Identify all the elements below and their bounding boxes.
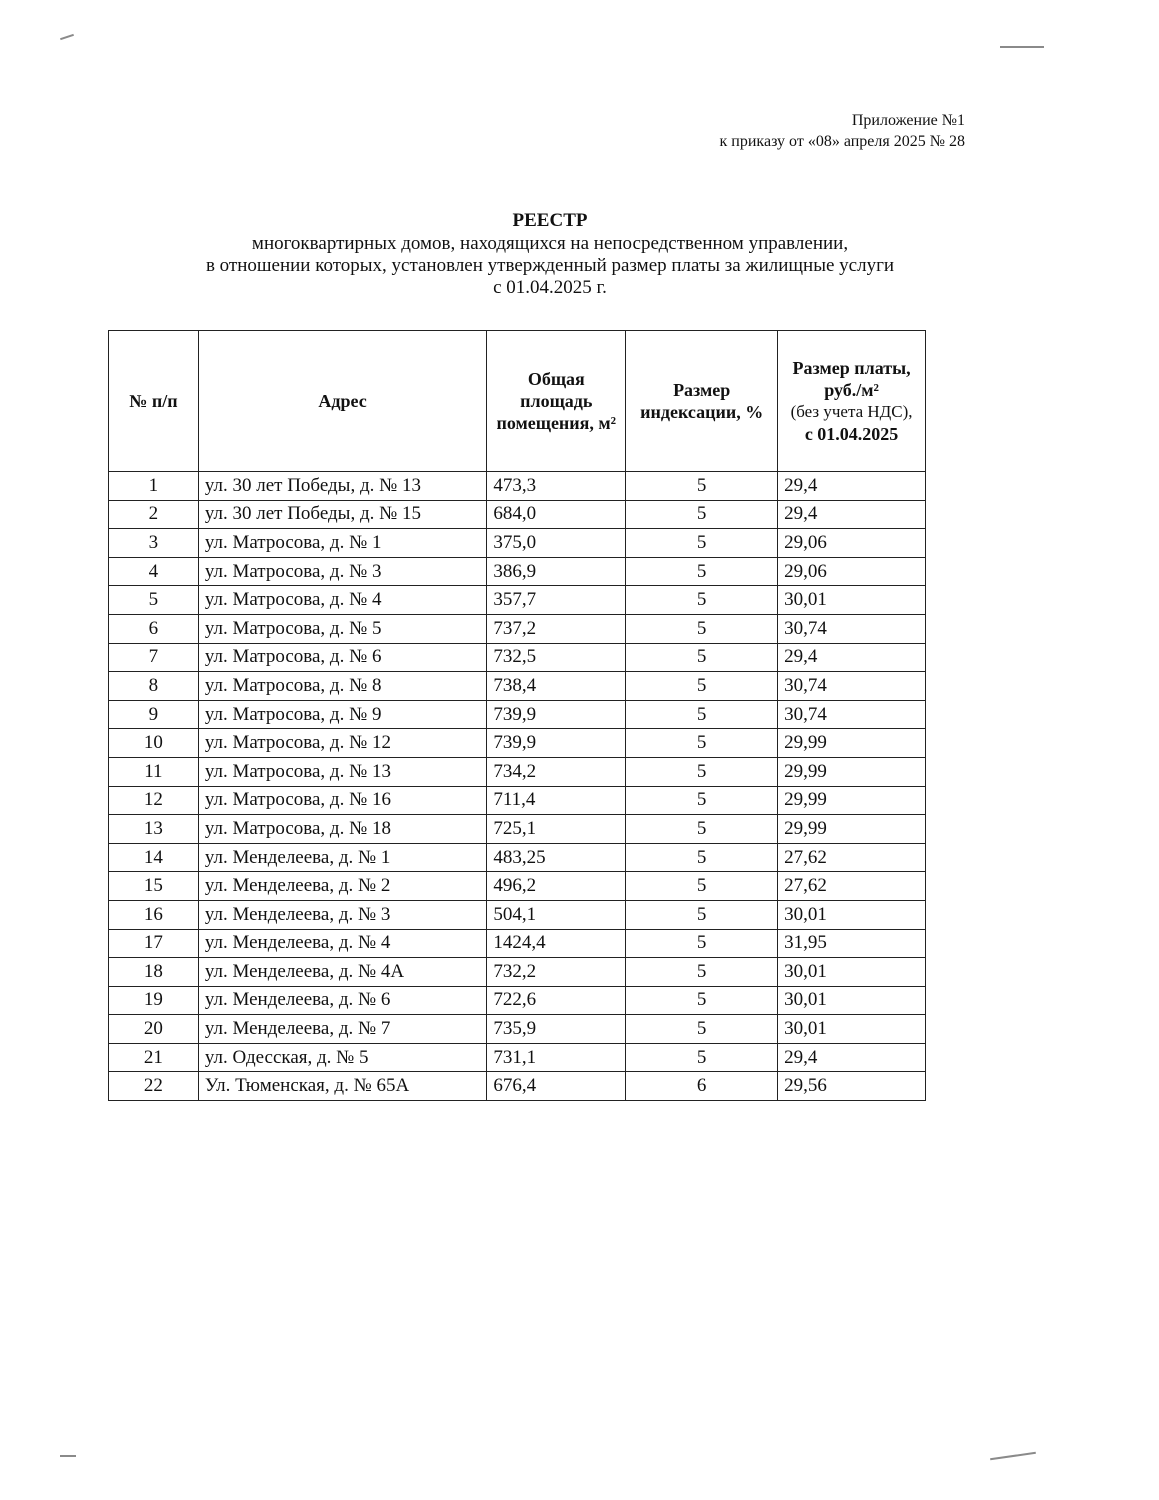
cell-rate: 30,01 [778, 586, 926, 615]
cell-index: 5 [626, 586, 778, 615]
cell-rate: 30,01 [778, 1015, 926, 1044]
heading-line-2: в отношении которых, установлен утвержденный размер платы за жилищные услуги [205, 255, 895, 276]
cell-index: 5 [626, 1015, 778, 1044]
cell-index: 5 [626, 815, 778, 844]
cell-address: ул. Менделеева, д. № 3 [198, 900, 487, 929]
cell-area: 386,9 [487, 557, 626, 586]
table-row [109, 500, 926, 529]
cell-index: 5 [626, 729, 778, 758]
cell-address: ул. Матросова, д. № 5 [198, 614, 487, 643]
table-row [109, 729, 926, 758]
cell-index: 5 [626, 529, 778, 558]
cell-num: 19 [109, 986, 199, 1015]
cell-rate: 29,99 [778, 757, 926, 786]
cell-index: 5 [626, 786, 778, 815]
cell-area: 738,4 [487, 672, 626, 701]
cell-num: 7 [109, 643, 199, 672]
table-row [109, 700, 926, 729]
header-rate-main: Размер платы, руб./м² [792, 358, 911, 400]
header-address: Адрес [198, 331, 487, 472]
cell-address: ул. Матросова, д. № 6 [198, 643, 487, 672]
cell-num: 4 [109, 557, 199, 586]
cell-num: 17 [109, 929, 199, 958]
cell-rate: 29,4 [778, 472, 926, 501]
cell-num: 21 [109, 1043, 199, 1072]
cell-rate: 30,01 [778, 900, 926, 929]
cell-index: 5 [626, 900, 778, 929]
cell-address: ул. Менделеева, д. № 2 [198, 872, 487, 901]
cell-num: 6 [109, 614, 199, 643]
cell-address: Ул. Тюменская, д. № 65А [198, 1072, 487, 1101]
cell-address: ул. Матросова, д. № 4 [198, 586, 487, 615]
cell-num: 14 [109, 843, 199, 872]
cell-address: ул. Матросова, д. № 3 [198, 557, 487, 586]
cell-num: 1 [109, 472, 199, 501]
cell-area: 735,9 [487, 1015, 626, 1044]
header-num: № п/п [109, 331, 199, 472]
table-row [109, 586, 926, 615]
cell-rate: 29,4 [778, 1043, 926, 1072]
cell-num: 10 [109, 729, 199, 758]
cell-address: ул. Менделеева, д. № 1 [198, 843, 487, 872]
cell-rate: 29,06 [778, 529, 926, 558]
document-heading [0, 208, 1100, 299]
cell-rate: 27,62 [778, 843, 926, 872]
cell-area: 357,7 [487, 586, 626, 615]
scan-mark [60, 34, 74, 40]
cell-area: 725,1 [487, 815, 626, 844]
cell-address: ул. Матросова, д. № 9 [198, 700, 487, 729]
cell-rate: 30,74 [778, 614, 926, 643]
cell-index: 6 [626, 1072, 778, 1101]
appendix-reference [720, 110, 965, 152]
cell-rate: 29,99 [778, 815, 926, 844]
header-rate-date: с 01.04.2025 [804, 424, 899, 444]
cell-rate: 29,06 [778, 557, 926, 586]
table-row [109, 843, 926, 872]
cell-area: 375,0 [487, 529, 626, 558]
table-row [109, 958, 926, 987]
cell-area: 732,2 [487, 958, 626, 987]
table-row [109, 929, 926, 958]
cell-area: 496,2 [487, 872, 626, 901]
cell-address: ул. Матросова, д. № 13 [198, 757, 487, 786]
cell-index: 5 [626, 557, 778, 586]
table-row [109, 672, 926, 701]
header-area: Общая площадь помещения, м² [487, 331, 626, 472]
cell-num: 5 [109, 586, 199, 615]
table-row [109, 472, 926, 501]
cell-address: ул. 30 лет Победы, д. № 15 [198, 500, 487, 529]
table-row [109, 557, 926, 586]
cell-num: 9 [109, 700, 199, 729]
cell-rate: 29,99 [778, 786, 926, 815]
cell-area: 684,0 [487, 500, 626, 529]
cell-index: 5 [626, 958, 778, 987]
table-row [109, 1072, 926, 1101]
cell-area: 739,9 [487, 700, 626, 729]
cell-num: 15 [109, 872, 199, 901]
cell-index: 5 [626, 643, 778, 672]
cell-index: 5 [626, 843, 778, 872]
cell-area: 732,5 [487, 643, 626, 672]
cell-area: 737,2 [487, 614, 626, 643]
table-header-row [109, 331, 926, 472]
cell-rate: 29,4 [778, 500, 926, 529]
cell-rate: 27,62 [778, 872, 926, 901]
cell-address: ул. Одесская, д. № 5 [198, 1043, 487, 1072]
cell-area: 739,9 [487, 729, 626, 758]
cell-area: 473,3 [487, 472, 626, 501]
scan-mark [990, 1452, 1036, 1460]
header-index: Размер индексации, % [626, 331, 778, 472]
cell-area: 504,1 [487, 900, 626, 929]
cell-rate: 30,74 [778, 672, 926, 701]
cell-index: 5 [626, 757, 778, 786]
cell-num: 8 [109, 672, 199, 701]
cell-num: 12 [109, 786, 199, 815]
cell-address: ул. Менделеева, д. № 4 [198, 929, 487, 958]
cell-index: 5 [626, 614, 778, 643]
cell-index: 5 [626, 1043, 778, 1072]
table-row [109, 900, 926, 929]
table-row [109, 529, 926, 558]
table-row [109, 614, 926, 643]
cell-index: 5 [626, 929, 778, 958]
cell-index: 5 [626, 700, 778, 729]
cell-index: 5 [626, 672, 778, 701]
table-row [109, 815, 926, 844]
header-rate [778, 331, 926, 472]
table-row [109, 1015, 926, 1044]
document-title: РЕЕСТР [512, 210, 588, 231]
table-row [109, 643, 926, 672]
cell-area: 722,6 [487, 986, 626, 1015]
cell-index: 5 [626, 872, 778, 901]
cell-area: 731,1 [487, 1043, 626, 1072]
cell-address: ул. Матросова, д. № 8 [198, 672, 487, 701]
cell-num: 11 [109, 757, 199, 786]
cell-area: 676,4 [487, 1072, 626, 1101]
cell-address: ул. Матросова, д. № 1 [198, 529, 487, 558]
cell-num: 3 [109, 529, 199, 558]
cell-area: 711,4 [487, 786, 626, 815]
cell-address: ул. 30 лет Победы, д. № 13 [198, 472, 487, 501]
cell-address: ул. Менделеева, д. № 6 [198, 986, 487, 1015]
cell-rate: 31,95 [778, 929, 926, 958]
heading-line-3: с 01.04.2025 г. [493, 277, 607, 298]
cell-address: ул. Матросова, д. № 18 [198, 815, 487, 844]
table-row [109, 1043, 926, 1072]
registry-table [108, 330, 926, 1101]
cell-area: 1424,4 [487, 929, 626, 958]
cell-num: 2 [109, 500, 199, 529]
order-reference: к приказу от «08» апреля 2025 № 28 [719, 133, 965, 150]
appendix-number: Приложение №1 [851, 112, 965, 129]
cell-index: 5 [626, 500, 778, 529]
table-row [109, 986, 926, 1015]
cell-address: ул. Менделеева, д. № 4А [198, 958, 487, 987]
heading-line-1: многоквартирных домов, находящихся на непосредственном управлении, [251, 233, 849, 254]
scan-mark [1000, 46, 1044, 48]
cell-num: 13 [109, 815, 199, 844]
scan-mark [60, 1455, 76, 1457]
cell-rate: 30,01 [778, 986, 926, 1015]
cell-rate: 29,99 [778, 729, 926, 758]
cell-address: ул. Матросова, д. № 12 [198, 729, 487, 758]
table-row [109, 757, 926, 786]
cell-index: 5 [626, 472, 778, 501]
cell-num: 18 [109, 958, 199, 987]
header-rate-note: (без учета НДС), [790, 402, 913, 421]
cell-address: ул. Матросова, д. № 16 [198, 786, 487, 815]
table-row [109, 872, 926, 901]
cell-area: 483,25 [487, 843, 626, 872]
cell-index: 5 [626, 986, 778, 1015]
cell-area: 734,2 [487, 757, 626, 786]
cell-rate: 30,74 [778, 700, 926, 729]
table-row [109, 786, 926, 815]
cell-num: 22 [109, 1072, 199, 1101]
cell-rate: 29,56 [778, 1072, 926, 1101]
cell-num: 16 [109, 900, 199, 929]
cell-rate: 29,4 [778, 643, 926, 672]
cell-address: ул. Менделеева, д. № 7 [198, 1015, 487, 1044]
cell-num: 20 [109, 1015, 199, 1044]
cell-rate: 30,01 [778, 958, 926, 987]
